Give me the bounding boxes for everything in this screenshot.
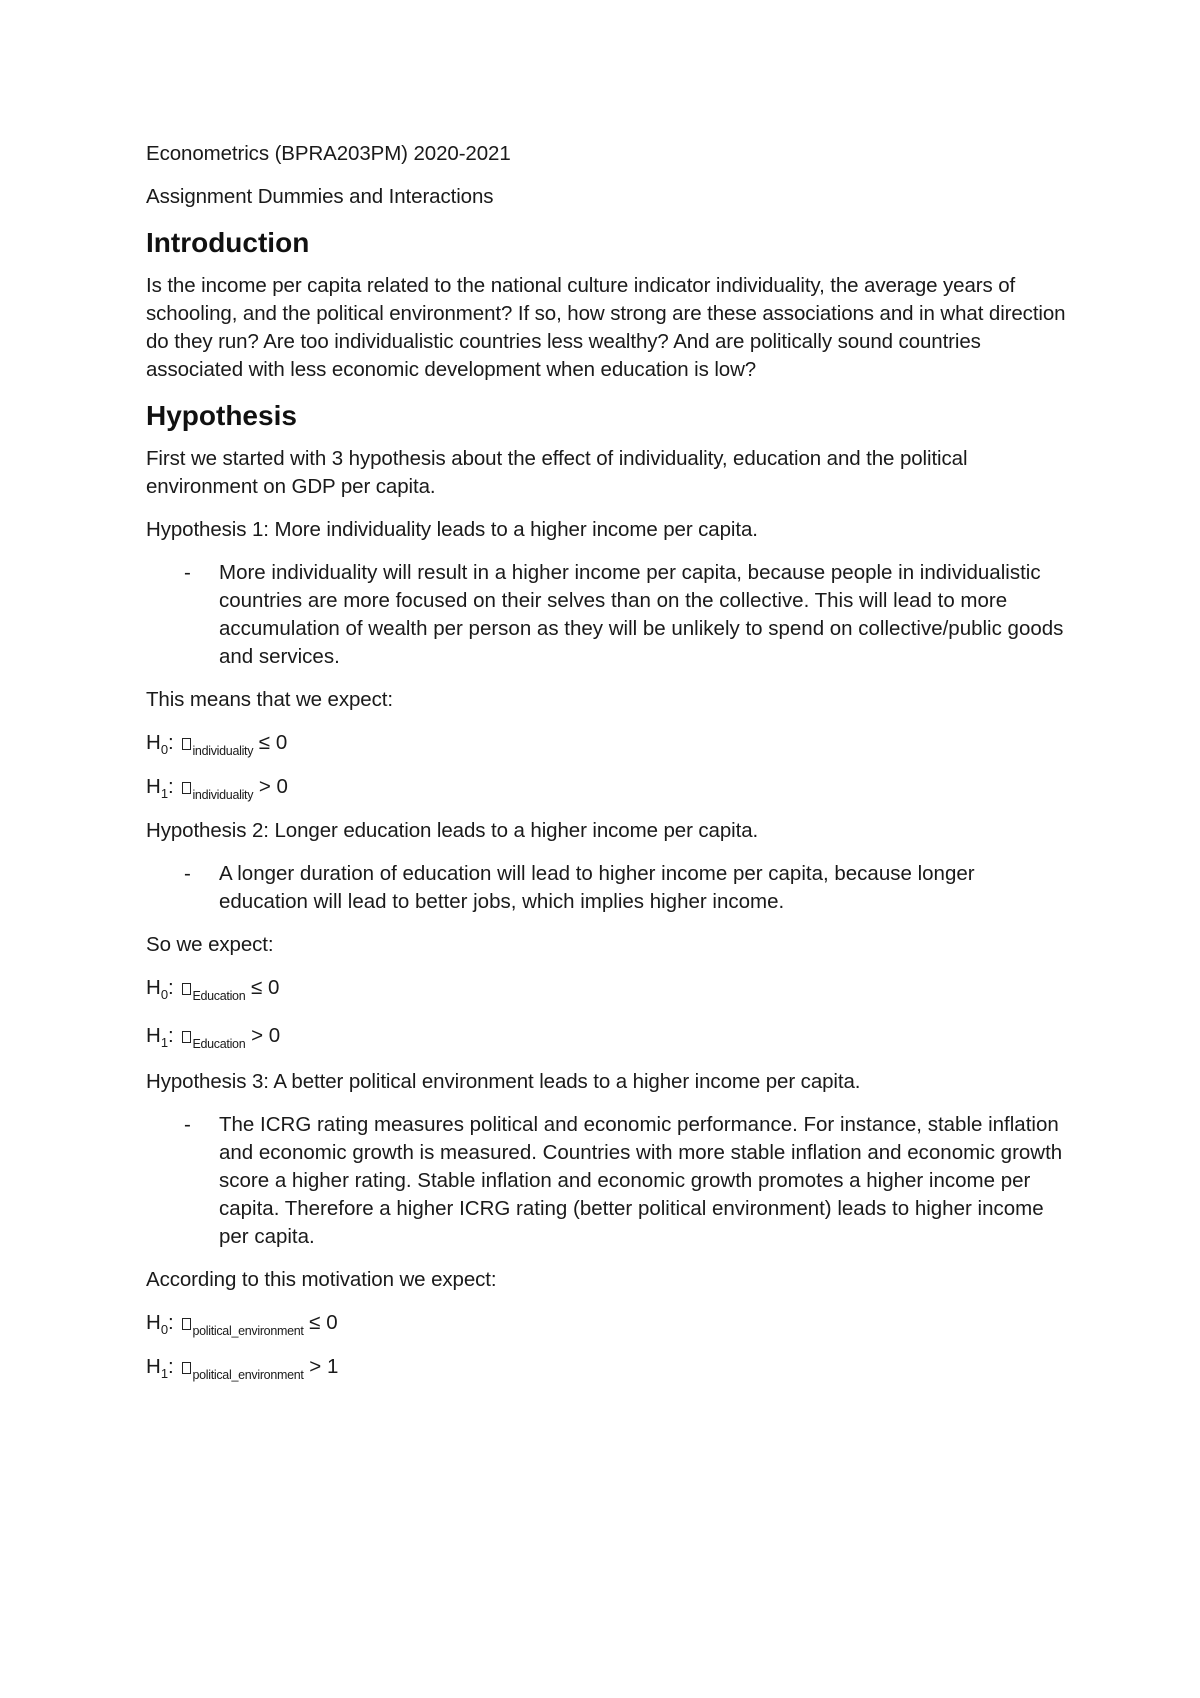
h-colon: :	[168, 1024, 174, 1047]
hypothesis-3-bullet-text: The ICRG rating measures political and economic performance. For instance, stable inflation and economic growth is measured. Countries with more stable inflation and economic growth score a higher rating. Stable inflation and economic growth promotes a higher income per capita. Therefore a higher ICRG rating (better political environment) leads to higher income per capita.	[219, 1113, 1063, 1248]
hypothesis-2-expect: So we expect:	[146, 933, 274, 956]
h-relation: > 1	[309, 1355, 339, 1378]
h-relation: ≤ 0	[309, 1311, 338, 1334]
assignment-title: Assignment Dummies and Interactions	[146, 185, 494, 208]
h-label: H	[146, 775, 161, 798]
beta-glyph-icon	[182, 1318, 191, 1330]
hypothesis-1-h0	[146, 729, 1066, 757]
beta-glyph-icon	[182, 782, 191, 794]
h-label: H	[146, 1355, 161, 1378]
hypothesis-3-h0	[146, 1309, 1066, 1337]
beta-glyph-icon	[182, 983, 191, 995]
h-relation: ≤ 0	[258, 731, 288, 754]
h-subscript: 1	[160, 1366, 169, 1381]
introduction-heading: Introduction	[146, 227, 310, 258]
introduction-paragraph: Is the income per capita related to the national culture indicator individuality, the average years of schooling, and the political environment? If so, how strong are these associations and in what direction do they run? Are too individualistic countries less wealthy? And are politically sound countries associated with less economic development when education is low?	[146, 274, 1066, 381]
hypothesis-3-expect: According to this motivation we expect:	[146, 1268, 497, 1291]
hypothesis-2-h0	[146, 974, 1066, 1002]
beta-subscript: individuality	[192, 788, 254, 802]
h-label: H	[146, 1024, 161, 1047]
h-label: H	[146, 976, 161, 999]
hypothesis-3-bullet	[146, 1111, 1066, 1251]
beta-subscript: individuality	[192, 744, 254, 758]
hypothesis-2-bullet-text: A longer duration of education will lead to higher income per capita, because longer education will lead to better jobs, which implies higher income.	[219, 862, 975, 913]
h-colon: :	[168, 976, 174, 999]
hypothesis-2-h1	[146, 1022, 1066, 1050]
hypothesis-3-title: Hypothesis 3: A better political environment leads to a higher income per capita.	[146, 1070, 861, 1093]
h-label: H	[146, 1311, 161, 1334]
hypothesis-1-bullet	[146, 559, 1066, 671]
hypothesis-heading: Hypothesis	[146, 400, 297, 431]
beta-subscript: political_environment	[192, 1324, 304, 1338]
h-relation: > 0	[251, 1024, 281, 1047]
hypothesis-2-title: Hypothesis 2: Longer education leads to a higher income per capita.	[146, 819, 759, 842]
course-title: Econometrics (BPRA203PM) 2020-2021	[146, 142, 511, 165]
h-subscript: 0	[160, 742, 169, 757]
h-subscript: 1	[160, 1035, 169, 1050]
h-colon: :	[168, 1311, 174, 1334]
hypothesis-1-expect: This means that we expect:	[146, 688, 393, 711]
hypothesis-3-h1	[146, 1353, 1066, 1381]
h-relation: ≤ 0	[251, 976, 280, 999]
h-colon: :	[168, 731, 174, 754]
beta-subscript: Education	[192, 1037, 246, 1051]
h-subscript: 0	[160, 987, 169, 1002]
beta-subscript: Education	[192, 989, 246, 1003]
h-colon: :	[168, 1355, 174, 1378]
dash-marker: -	[184, 561, 191, 584]
hypothesis-intro: First we started with 3 hypothesis about the effect of individuality, education and the political environment on GDP per capita.	[146, 447, 968, 498]
beta-glyph-icon	[182, 1031, 191, 1043]
beta-subscript: political_environment	[192, 1368, 304, 1382]
beta-glyph-icon	[182, 1362, 191, 1374]
hypothesis-1-bullet-text: More individuality will result in a higher income per capita, because people in individualistic countries are more focused on their selves than on the collective. This will lead to more accumulation of wealth per person as they will be unlikely to spend on collective/public goods and services.	[219, 561, 1064, 668]
dash-marker: -	[184, 1113, 191, 1136]
h-label: H	[146, 731, 161, 754]
h-subscript: 0	[160, 1322, 169, 1337]
dash-marker: -	[184, 862, 191, 885]
hypothesis-2-bullet	[146, 860, 1066, 916]
document-page	[146, 140, 1066, 1397]
h-colon: :	[168, 775, 174, 798]
hypothesis-1-title: Hypothesis 1: More individuality leads to a higher income per capita.	[146, 518, 758, 541]
beta-glyph-icon	[182, 738, 191, 750]
h-relation: > 0	[258, 775, 288, 798]
hypothesis-1-h1	[146, 773, 1066, 801]
h-subscript: 1	[160, 786, 169, 801]
